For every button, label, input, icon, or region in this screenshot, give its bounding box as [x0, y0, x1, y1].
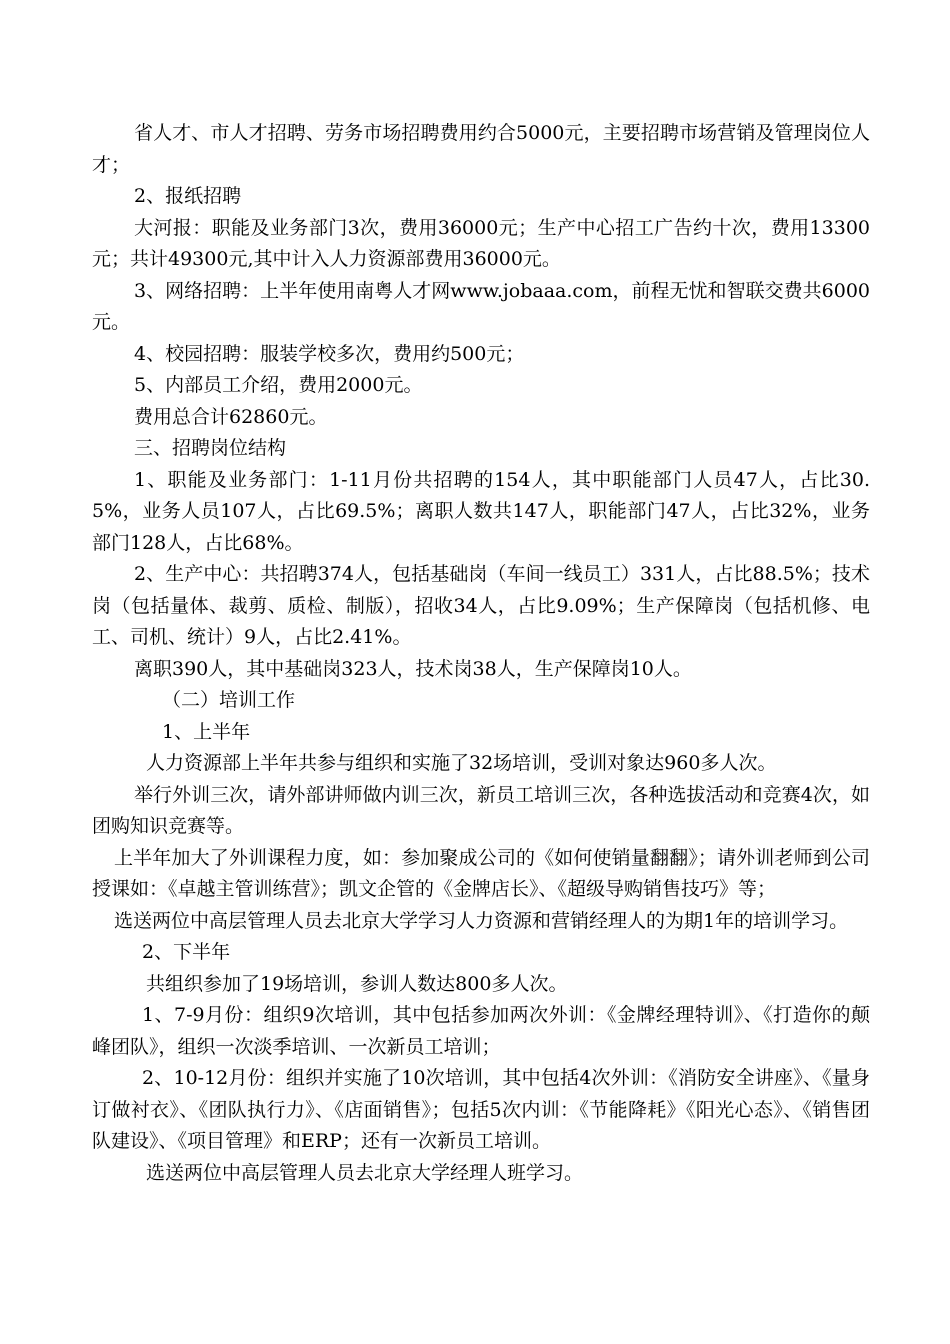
paragraph-peking-university-2: 选送两位中高层管理人员去北京大学经理人班学习。: [146, 1161, 584, 1184]
paragraph-second-half-summary: 共组织参加了19场培训，参训人数达800多人次。: [146, 972, 568, 995]
paragraph-online-recruitment: 3、网络招聘：上半年使用南粤人才网www.jobaaa.com，前程无忧和智联交费共6000元。: [92, 279, 870, 333]
paragraph-newspaper-costs: 大河报：职能及业务部门3次，费用36000元；生产中心招工广告约十次，费用13300元；共计49300元,其中计入人力资源部费用36000元。: [92, 216, 870, 270]
heading-newspaper-recruitment: 2、报纸招聘: [134, 185, 242, 207]
paragraph-employee-referral: 5、内部员工介绍，费用2000元。: [134, 374, 423, 396]
paragraph-training-activities: 举行外训三次，请外部讲师做内训三次，新员工培训三次，各种选拔活动和竞赛4次，如团购知识竞赛等。: [92, 783, 870, 837]
heading-training-work: （二）培训工作: [162, 689, 296, 711]
paragraph-total-cost: 费用总合计62860元。: [134, 405, 328, 428]
document-body: [92, 118, 870, 1189]
paragraph-functional-departments: 1、职能及业务部门：1-11月份共招聘的154人，其中职能部门人员47人，占比30.5%，业务人员107人，占比69.5%；离职人数共147人，职能部门47人，占比32%，业务部门128人，占比68%。: [92, 468, 870, 554]
paragraph-recruitment-fairs: 省人才、市人才招聘、劳务市场招聘费用约合5000元，主要招聘市场营销及管理岗位人才；: [92, 122, 870, 176]
paragraph-jul-sep-training: 1、7-9月份：组织9次培训，其中包括参加两次外训：《金牌经理特训》、《打造你的颠峰团队》，组织一次淡季培训、一次新员工培训；: [92, 1004, 870, 1058]
heading-first-half: 1、上半年: [162, 720, 251, 743]
heading-recruitment-structure: 三、招聘岗位结构: [134, 437, 287, 459]
paragraph-first-half-summary: 人力资源部上半年共参与组织和实施了32场培训，受训对象达960多人次。: [146, 752, 777, 774]
paragraph-oct-dec-training: 2、10-12月份：组织并实施了10次培训，其中包括4次外训：《消防安全讲座》、《量身订做衬衣》、《团队执行力》、《店面销售》；包括5次内训：《节能降耗》《阳光心态》、《销售团队建设》、《项目管理》和ERP；还有一次新员工培训。: [92, 1067, 870, 1152]
paragraph-resignations: 离职390人，其中基础岗323人，技术岗38人，生产保障岗10人。: [134, 657, 692, 680]
paragraph-production-center: 2、生产中心：共招聘374人，包括基础岗（车间一线员工）331人，占比88.5%；技术岗（包括量体、裁剪、质检、制版），招收34人，占比9.09%；生产保障岗（包括机修、电工、司机、统计）9人，占比2.41%。: [92, 563, 870, 648]
paragraph-campus-recruitment: 4、校园招聘：服装学校多次，费用约500元；: [134, 342, 525, 365]
paragraph-external-courses: 上半年加大了外训课程力度，如：参加聚成公司的《如何使销量翻翻》；请外训老师到公司授课如：《卓越主管训练营》；凯文企管的《金牌店长》、《超级导购销售技巧》等；: [92, 846, 870, 900]
paragraph-peking-university-1: 选送两位中高层管理人员去北京大学学习人力资源和营销经理人的为期1年的培训学习。: [114, 909, 849, 932]
heading-second-half: 2、下半年: [142, 941, 231, 963]
